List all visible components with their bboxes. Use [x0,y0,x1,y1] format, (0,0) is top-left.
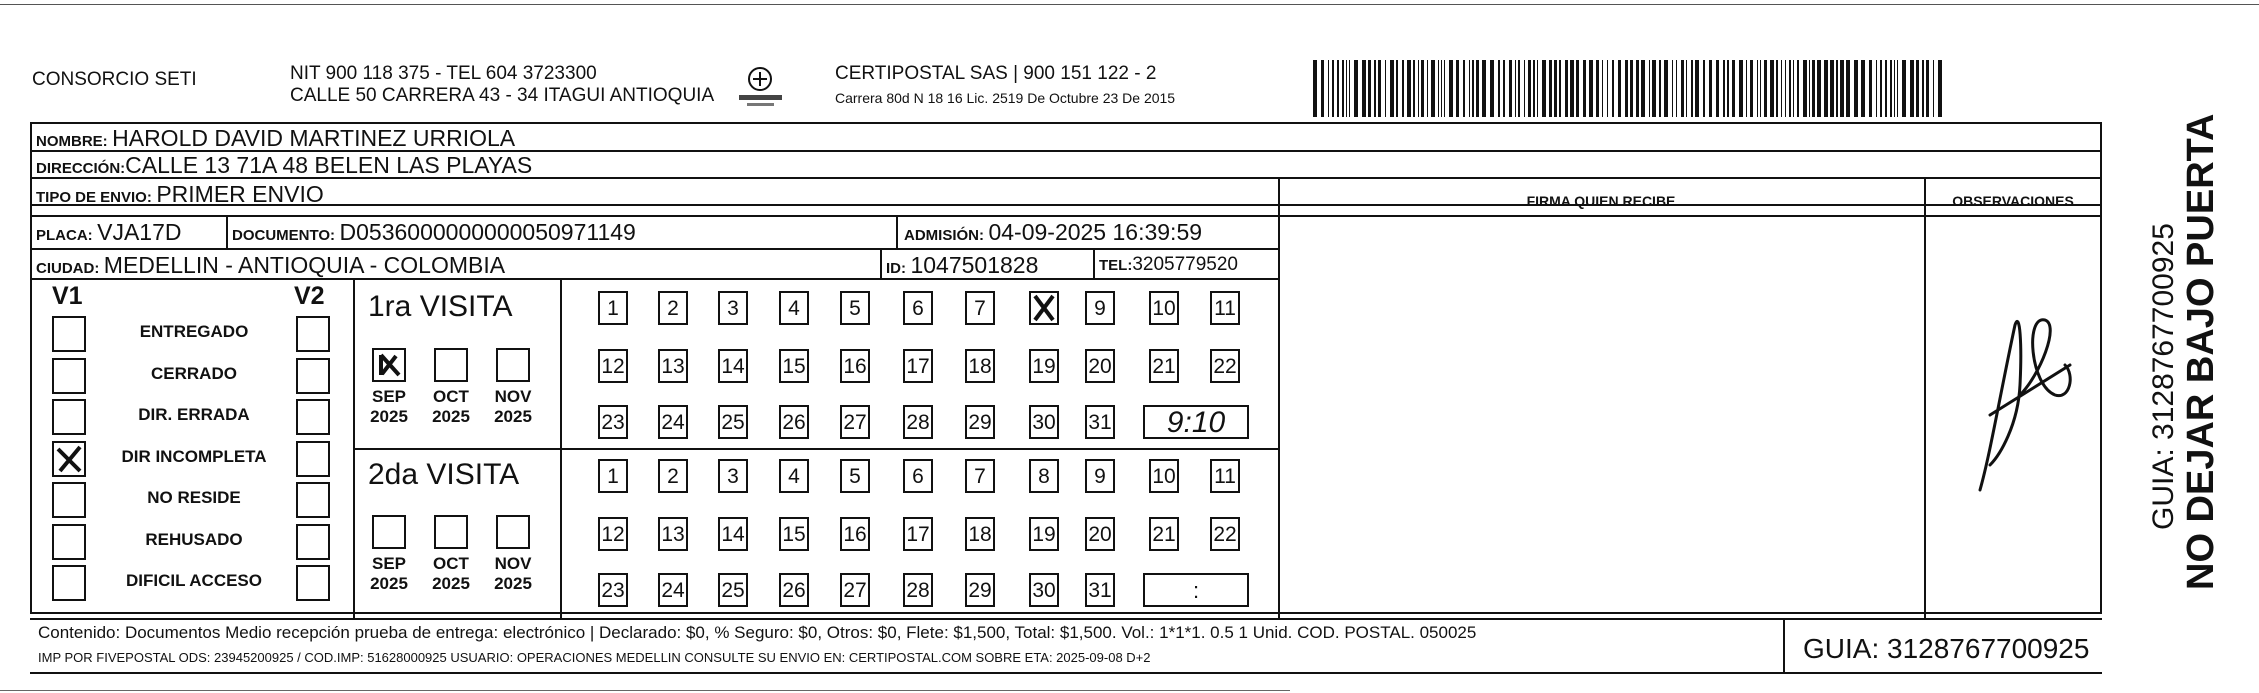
v2-checkbox[interactable] [296,565,330,601]
plate-cell: PLACA: VJA17D [36,219,182,245]
first-visit-month-label [426,387,476,427]
second-visit-day-box[interactable]: 27 [840,573,870,607]
first-visit-day-box[interactable]: 29 [965,405,995,439]
first-visit-day-box[interactable]: 24 [658,405,688,439]
footer-contents: Contenido: Documentos Medio recepción prueba de entrega: electrónico | Declarado: $0, % Seguro: $0, Otros: $0, Flete: $1,500, Total: $1,500. Vol.: 1*1*1. 0.5 1 Unid. COD. POSTAL. 050025 [38,623,1477,642]
company-name: CONSORCIO SETI [32,69,197,90]
second-visit-month-label [364,554,414,594]
tel-cell: TEL:3205779520 [1099,254,1238,275]
footer-printer: IMP POR FIVEPOSTAL ODS: 23945200925 / COD.IMP: 51628000925 USUARIO: OPERACIONES MEDELLIN CONSULTE SU ENVIO EN: CERTIPOSTAL.COM SOBRE ETA: 2025-09-08 D+2 [38,650,1151,665]
scan-top-line [0,4,2259,5]
second-visit-month-label [426,554,476,594]
status-label: DIR. ERRADA [138,405,250,424]
first-visit-day-box[interactable]: 19 [1029,349,1059,383]
footer-guia: GUIA: 3128767700925 [1803,633,2090,664]
row-line [1278,215,2102,217]
shipping-type: PRIMER ENVIO [156,181,324,207]
second-visit-day-box[interactable]: 1 [598,459,628,493]
first-visit-day-box[interactable]: 7 [965,291,995,325]
month-name: NOV [494,387,532,406]
second-visit-day-box[interactable]: 26 [779,573,809,607]
cell-divider [226,215,228,248]
column-divider [1924,177,1926,618]
month-year: 2025 [370,407,408,426]
tel-value: 3205779520 [1132,254,1238,275]
month-name: SEP [371,387,407,406]
v2-label: V2 [294,282,325,310]
first-visit-day-box[interactable]: 6 [903,291,933,325]
first-visit-day-box[interactable]: 2 [658,291,688,325]
second-visit-day-box[interactable]: 22 [1210,517,1240,551]
status-label: DIR INCOMPLETA [121,446,267,466]
id-cell: ID: 1047501828 [886,252,1039,278]
v1-checkbox[interactable] [52,358,86,394]
address-row: DIRECCIÓN:CALLE 13 71A 48 BELEN LAS PLAYAS [36,152,533,178]
cell-divider [1093,248,1095,278]
check-mark-icon [54,443,84,475]
first-visit-day-box[interactable]: 18 [965,349,995,383]
v2-checkbox[interactable] [296,524,330,560]
second-visit-day-box[interactable]: 6 [903,459,933,493]
signature-label: FIRMA QUIEN RECIBE [1526,193,1676,209]
footer-bottom-line [30,672,2102,674]
cross-mark-icon [374,350,404,380]
v2-checkbox[interactable] [296,399,330,435]
certipostal-logo [733,64,788,110]
first-visit-label: 1ra VISITA [368,290,513,323]
v1-checkbox[interactable] [52,565,86,601]
month-name: OCT [433,554,469,573]
second-visit-day-box[interactable]: 16 [840,517,870,551]
plate-value: VJA17D [97,219,182,245]
month-year: 2025 [370,574,408,593]
second-visit-day-box[interactable]: 24 [658,573,688,607]
second-visit-label: 2da VISITA [368,458,520,491]
first-visit-day-box[interactable]: 31 [1085,405,1115,439]
second-visit-day-box[interactable]: 20 [1085,517,1115,551]
status-label: ENTREGADO [139,322,249,341]
name-row: NOMBRE: HAROLD DAVID MARTINEZ URRIOLA [36,125,516,151]
first-visit-day-box[interactable]: 17 [903,349,933,383]
v2-checkbox[interactable] [296,441,330,477]
row-line [30,215,1278,217]
second-visit-time-box[interactable]: : [1143,573,1249,607]
status-label: REHUSADO [145,529,243,549]
footer-divider [1783,618,1785,672]
recipient-address: CALLE 13 71A 48 BELEN LAS PLAYAS [125,152,533,178]
row-line [30,618,2102,620]
row-line [30,248,1278,250]
second-visit-day-box[interactable]: 7 [965,459,995,493]
v2-checkbox[interactable] [296,316,330,352]
first-visit-time-box[interactable]: 9:10 [1143,405,1249,439]
first-visit-day-box[interactable]: 3 [718,291,748,325]
second-visit-day-box[interactable]: 5 [840,459,870,493]
second-visit-day-box[interactable]: 8 [1029,459,1059,493]
second-visit-day-box[interactable]: 17 [903,517,933,551]
status-label: NO RESIDE [147,488,241,507]
recipient-name: HAROLD DAVID MARTINEZ URRIOLA [112,125,516,151]
city-value: MEDELLIN - ANTIOQUIA - COLOMBIA [103,252,506,278]
second-visit-month-box[interactable] [496,515,530,549]
v1-checkbox[interactable] [52,524,86,560]
carrier-name: CERTIPOSTAL SAS | 900 151 122 - 2 [835,63,1157,84]
second-visit-day-box[interactable]: 19 [1029,517,1059,551]
first-visit-day-box[interactable] [1029,291,1059,325]
first-visit-month-box[interactable] [372,348,406,382]
second-visit-day-box[interactable]: 15 [779,517,809,551]
second-visit-month-box[interactable] [372,515,406,549]
first-visit-month-box[interactable] [496,348,530,382]
first-visit-day-box[interactable]: 9 [1085,291,1115,325]
second-visit-day-box[interactable]: 31 [1085,573,1115,607]
first-visit-month-label [364,387,414,427]
second-visit-day-box[interactable]: 9 [1085,459,1115,493]
second-visit-day-box[interactable]: 28 [903,573,933,607]
second-visit-day-box[interactable]: 3 [718,459,748,493]
type-row: TIPO DE ENVIO: PRIMER ENVIO [36,181,324,207]
second-visit-day-box[interactable]: 4 [779,459,809,493]
first-visit-day-box[interactable]: 27 [840,405,870,439]
first-visit-day-box[interactable]: 14 [718,349,748,383]
signature-scribble [1960,305,2080,495]
section-divider [353,448,1278,450]
first-visit-day-box[interactable]: 30 [1029,405,1059,439]
v1-checkbox[interactable] [52,482,86,518]
first-visit-day-box[interactable]: 10 [1149,291,1179,325]
company-address: CALLE 50 CARRERA 43 - 34 ITAGUI ANTIOQUIA [290,85,715,106]
admission-value: 04-09-2025 16:39:59 [988,219,1203,245]
second-visit-month-box[interactable] [434,515,468,549]
month-year: 2025 [432,574,470,593]
cell-divider [896,215,898,248]
first-visit-day-box[interactable]: 23 [598,405,628,439]
second-visit-day-box[interactable]: 21 [1149,517,1179,551]
first-visit-day-box[interactable]: 25 [718,405,748,439]
company-nit: NIT 900 118 375 - TEL 604 3723300 [290,63,597,84]
city-cell: CIUDAD: MEDELLIN - ANTIOQUIA - COLOMBIA [36,252,506,278]
id-value: 1047501828 [910,252,1039,278]
second-visit-day-box[interactable]: 13 [658,517,688,551]
first-visit-day-box[interactable]: 11 [1210,291,1240,325]
v1-label: V1 [52,282,83,310]
month-year: 2025 [432,407,470,426]
admission-cell: ADMISIÓN: 04-09-2025 16:39:59 [904,219,1203,245]
second-visit-day-box[interactable]: 25 [718,573,748,607]
side-guia: GUIA: 3128767700925 [2147,223,2180,530]
carrier-license: Carrera 80d N 18 16 Lic. 2519 De Octubre 23 De 2015 [835,90,1176,106]
cross-mark-icon [1031,293,1057,323]
second-visit-month-label [488,554,538,594]
v1-checkbox[interactable] [52,441,86,477]
second-visit-day-box[interactable]: 12 [598,517,628,551]
document-value: D0536000000000050971149 [339,219,636,245]
month-name: SEP [371,554,407,573]
second-visit-day-box[interactable]: 11 [1210,459,1240,493]
second-visit-day-box[interactable]: 18 [965,517,995,551]
scan-bottom-line [0,690,1290,691]
first-visit-month-label [488,387,538,427]
first-visit-month-box[interactable] [434,348,468,382]
status-label: DIFICIL ACCESO [125,571,262,590]
status-label: CERRADO [151,363,237,383]
column-divider [1278,177,1280,618]
v1-checkbox[interactable] [52,316,86,352]
second-visit-day-box[interactable]: 23 [598,573,628,607]
month-year: 2025 [494,574,532,593]
first-visit-day-box[interactable]: 13 [658,349,688,383]
month-name: OCT [433,387,469,406]
first-visit-day-box[interactable]: 4 [779,291,809,325]
first-visit-day-box[interactable]: 15 [779,349,809,383]
first-visit-day-box[interactable]: 16 [840,349,870,383]
first-visit-day-box[interactable]: 20 [1085,349,1115,383]
v1-checkbox[interactable] [52,399,86,435]
first-visit-day-box[interactable]: 22 [1210,349,1240,383]
document-cell: DOCUMENTO: D0536000000000050971149 [232,219,636,245]
v2-checkbox[interactable] [296,358,330,394]
first-visit-day-box[interactable]: 5 [840,291,870,325]
second-visit-day-box[interactable]: 2 [658,459,688,493]
v2-checkbox[interactable] [296,482,330,518]
observations-label: OBSERVACIONES [1952,193,2074,209]
first-visit-day-box[interactable]: 1 [598,291,628,325]
first-visit-day-box[interactable]: 26 [779,405,809,439]
first-visit-day-box[interactable]: 21 [1149,349,1179,383]
first-visit-day-box[interactable]: 12 [598,349,628,383]
second-visit-day-box[interactable]: 14 [718,517,748,551]
first-visit-day-box[interactable]: 28 [903,405,933,439]
second-visit-day-box[interactable]: 30 [1029,573,1059,607]
second-visit-day-box[interactable]: 29 [965,573,995,607]
month-name: NOV [494,554,532,573]
no-under-door-warning: NO DEJAR BAJO PUERTA [2180,113,2222,590]
month-year: 2025 [494,407,532,426]
cell-divider [880,248,882,278]
barcode [1313,60,1948,117]
second-visit-day-box[interactable]: 10 [1149,459,1179,493]
